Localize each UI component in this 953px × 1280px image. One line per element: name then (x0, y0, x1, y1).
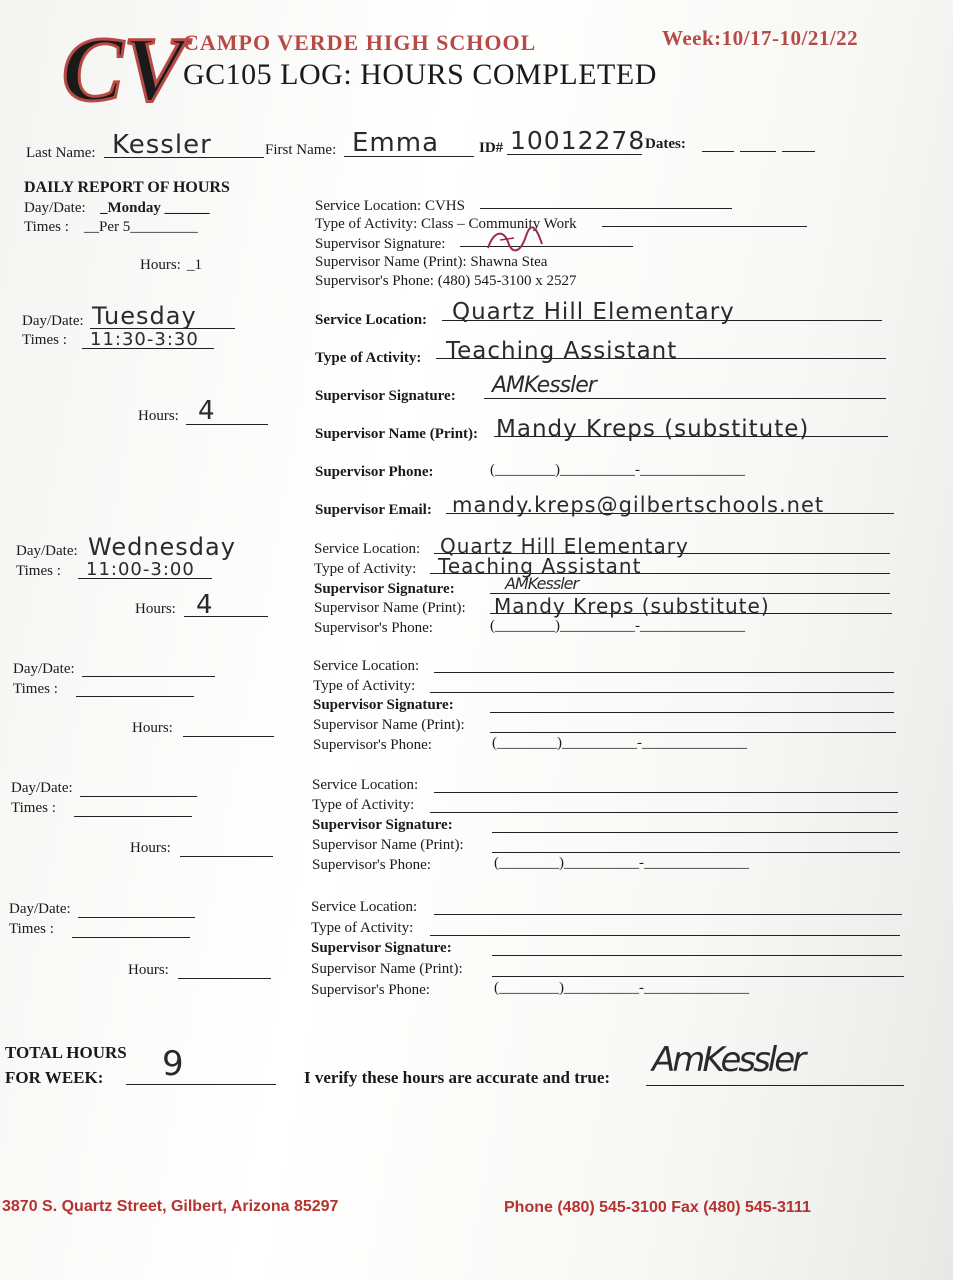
school-logo (58, 18, 185, 120)
wednesday-hours: 4 (196, 590, 214, 620)
entry6-hours-label: Hours: (128, 962, 169, 978)
student-signature: AmKessler (652, 1040, 804, 1080)
tuesday-times-label: Times : (22, 332, 67, 348)
monday-day-date: _Monday ______ (100, 200, 210, 216)
wednesday-supervisor-signature-label: Supervisor Signature: (314, 581, 455, 597)
first-name-value: Emma (352, 128, 440, 158)
monday-service-location: Service Location: CVHS (315, 198, 465, 214)
monday-times: __Per 5_________ (84, 219, 198, 235)
entry4-hours-label: Hours: (132, 720, 173, 736)
school-address: 3870 S. Quartz Street, Gilbert, Arizona 85297 (2, 1198, 339, 1215)
entry4-times-label: Times : (13, 681, 58, 697)
entry4-day-date-label: Day/Date: (13, 661, 75, 677)
entry5-supervisor-phone: (________)__________-______________ (494, 855, 749, 871)
monday-hours: _1 (187, 257, 202, 273)
entry5-type-of-activity-label: Type of Activity: (312, 797, 415, 813)
wednesday-supervisor-name: Mandy Kreps (substitute) (494, 594, 770, 618)
wednesday-supervisor-signature: AMKessler (505, 574, 579, 593)
tuesday-times: 11:30-3:30 (90, 329, 199, 350)
last-name-label: Last Name: (26, 145, 96, 161)
entry6-supervisor-signature-label: Supervisor Signature: (311, 940, 452, 956)
wednesday-type-of-activity: Teaching Assistant (438, 554, 642, 578)
wednesday-supervisor-phone: (________)__________-______________ (490, 618, 745, 634)
monday-supervisor-signature-label: Supervisor Signature: (315, 236, 446, 252)
school-name: CAMPO VERDE HIGH SCHOOL (183, 30, 537, 55)
entry5-supervisor-name-label: Supervisor Name (Print): (312, 837, 464, 853)
monday-hours-label: Hours: (140, 257, 181, 273)
entry5-supervisor-phone-label: Supervisor's Phone: (312, 857, 431, 873)
wednesday-supervisor-name-label: Supervisor Name (Print): (314, 600, 466, 616)
total-hours-label: TOTAL HOURS (5, 1043, 127, 1062)
school-phone-fax: Phone (480) 545-3100 Fax (480) 545-3111 (504, 1199, 811, 1216)
entry5-times-label: Times : (11, 800, 56, 816)
monday-day-date-label: Day/Date: (24, 200, 86, 216)
wednesday-times: 11:00-3:00 (86, 559, 195, 580)
dates-label: Dates: (645, 136, 686, 152)
entry6-supervisor-phone-label: Supervisor's Phone: (311, 982, 430, 998)
tuesday-supervisor-signature: AMKessler (492, 373, 596, 398)
id-value: 10012278 (510, 126, 646, 155)
tuesday-type-of-activity-label: Type of Activity: (315, 350, 422, 366)
week-range: Week:10/17-10/21/22 (662, 26, 859, 50)
entry4-supervisor-name-label: Supervisor Name (Print): (313, 717, 465, 733)
tuesday-supervisor-name-label: Supervisor Name (Print): (315, 426, 479, 442)
tuesday-day-date-label: Day/Date: (22, 313, 84, 329)
entry5-supervisor-signature-label: Supervisor Signature: (312, 817, 453, 833)
wednesday-service-location: Quartz Hill Elementary (440, 534, 689, 558)
entry6-supervisor-name-label: Supervisor Name (Print): (311, 961, 463, 977)
wednesday-times-label: Times : (16, 563, 61, 579)
tuesday-service-location-label: Service Location: (315, 312, 428, 328)
monday-supervisor-phone: Supervisor's Phone: (480) 545-3100 x 2527 (315, 273, 577, 289)
tuesday-supervisor-email-label: Supervisor Email: (315, 502, 432, 518)
wednesday-day-date: Wednesday (88, 533, 236, 561)
entry6-supervisor-phone: (________)__________-______________ (494, 980, 749, 996)
total-hours-label-2: FOR WEEK: (5, 1068, 104, 1087)
tuesday-type-of-activity: Teaching Assistant (446, 338, 678, 364)
wednesday-hours-label: Hours: (135, 601, 176, 617)
svg-text:CV: CV (62, 18, 185, 120)
entry6-type-of-activity-label: Type of Activity: (311, 920, 414, 936)
report-heading: DAILY REPORT OF HOURS (24, 179, 230, 196)
total-hours-value: 9 (162, 1044, 185, 1084)
entry4-supervisor-signature-label: Supervisor Signature: (313, 697, 454, 713)
wednesday-day-date-label: Day/Date: (16, 543, 78, 559)
entry6-day-date-label: Day/Date: (9, 901, 71, 917)
verify-statement: I verify these hours are accurate and true: (304, 1068, 611, 1087)
wednesday-type-of-activity-label: Type of Activity: (314, 561, 417, 577)
wednesday-service-location-label: Service Location: (314, 541, 421, 557)
last-name-value: Kessler (112, 130, 212, 160)
entry5-day-date-label: Day/Date: (11, 780, 73, 796)
entry5-hours-label: Hours: (130, 840, 171, 856)
entry6-service-location-label: Service Location: (311, 899, 418, 915)
tuesday-supervisor-name: Mandy Kreps (substitute) (496, 416, 810, 442)
tuesday-supervisor-email: mandy.kreps@gilbertschools.net (452, 493, 825, 517)
tuesday-supervisor-signature-label: Supervisor Signature: (315, 388, 456, 404)
tuesday-day-date: Tuesday (92, 302, 197, 330)
monday-type-of-activity: Type of Activity: Class – Community Work (315, 216, 577, 232)
tuesday-service-location: Quartz Hill Elementary (452, 299, 735, 325)
entry4-type-of-activity-label: Type of Activity: (313, 678, 416, 694)
tuesday-supervisor-phone-label: Supervisor Phone: (315, 464, 434, 480)
wednesday-supervisor-phone-label: Supervisor's Phone: (314, 620, 433, 636)
tuesday-supervisor-phone: (________)__________-______________ (490, 462, 745, 478)
monday-times-label: Times : (24, 219, 69, 235)
entry4-service-location-label: Service Location: (313, 658, 420, 674)
entry4-supervisor-phone: (________)__________-______________ (492, 735, 747, 751)
id-label: ID# (479, 140, 504, 156)
tuesday-hours-label: Hours: (138, 408, 179, 424)
first-name-label: First Name: (265, 142, 337, 158)
entry6-times-label: Times : (9, 921, 54, 937)
tuesday-hours: 4 (198, 396, 216, 426)
page-title: GC105 LOG: HOURS COMPLETED (183, 58, 657, 91)
monday-supervisor-name: Supervisor Name (Print): Shawna Stea (315, 254, 548, 270)
entry4-supervisor-phone-label: Supervisor's Phone: (313, 737, 432, 753)
entry5-service-location-label: Service Location: (312, 777, 419, 793)
